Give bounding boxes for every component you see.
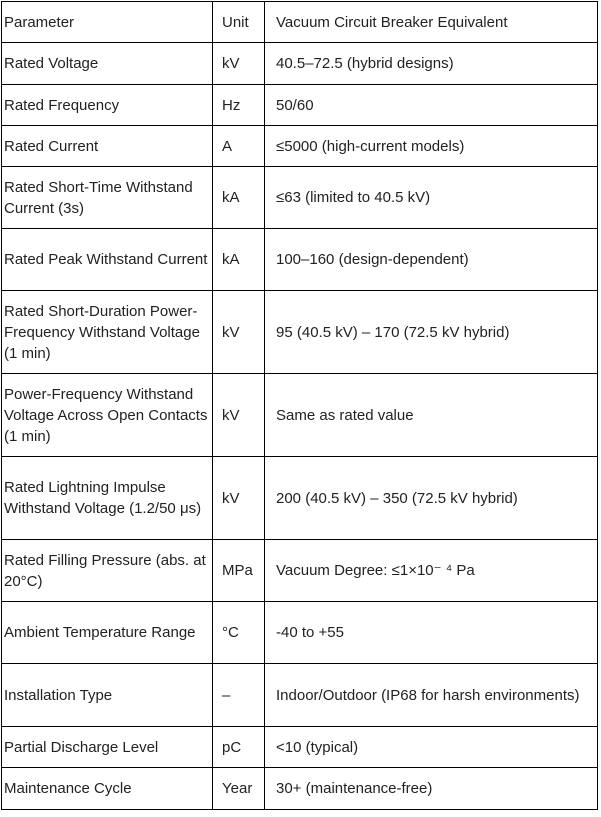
table-row: [2, 374, 598, 457]
spec-table-body: [2, 2, 598, 810]
table-row: [2, 540, 598, 602]
value-cell: 100–160 (design-dependent): [265, 229, 598, 291]
unit-cell: kV: [213, 374, 265, 457]
unit-cell: Year: [213, 768, 265, 810]
table-row: [2, 602, 598, 664]
table-row: [2, 664, 598, 727]
value-cell: -40 to +55: [265, 602, 598, 664]
value-cell: 95 (40.5 kV) – 170 (72.5 kV hybrid): [265, 291, 598, 374]
table-row: [2, 229, 598, 291]
parameter-cell: Rated Current: [2, 126, 213, 167]
parameter-cell: Partial Discharge Level: [2, 727, 213, 768]
parameter-cell: Rated Voltage: [2, 43, 213, 85]
unit-cell: kV: [213, 43, 265, 85]
unit-cell: kA: [213, 167, 265, 229]
unit-cell: pC: [213, 727, 265, 768]
header-parameter: Parameter: [2, 2, 213, 43]
unit-cell: kA: [213, 229, 265, 291]
table-row: [2, 727, 598, 768]
unit-cell: –: [213, 664, 265, 727]
value-cell: 40.5–72.5 (hybrid designs): [265, 43, 598, 85]
header-unit: Unit: [213, 2, 265, 43]
value-cell: Same as rated value: [265, 374, 598, 457]
parameter-cell: Power-Frequency Withstand Voltage Across Open Contacts (1 min): [2, 374, 213, 457]
parameter-cell: Rated Short-Duration Power-Frequency Withstand Voltage (1 min): [2, 291, 213, 374]
value-cell: ≤5000 (high-current models): [265, 126, 598, 167]
spec-table: [1, 1, 598, 810]
value-cell: Indoor/Outdoor (IP68 for harsh environments): [265, 664, 598, 727]
value-cell: 200 (40.5 kV) – 350 (72.5 kV hybrid): [265, 457, 598, 540]
unit-cell: Hz: [213, 85, 265, 126]
unit-cell: MPa: [213, 540, 265, 602]
value-cell: 30+ (maintenance-free): [265, 768, 598, 810]
parameter-cell: Maintenance Cycle: [2, 768, 213, 810]
value-cell: <10 (typical): [265, 727, 598, 768]
unit-cell: °C: [213, 602, 265, 664]
table-row: [2, 768, 598, 810]
unit-cell: kV: [213, 457, 265, 540]
parameter-cell: Rated Short-Time Withstand Current (3s): [2, 167, 213, 229]
parameter-cell: Rated Frequency: [2, 85, 213, 126]
unit-cell: A: [213, 126, 265, 167]
parameter-cell: Rated Filling Pressure (abs. at 20°C): [2, 540, 213, 602]
unit-cell: kV: [213, 291, 265, 374]
header-row: [2, 2, 598, 43]
parameter-cell: Ambient Temperature Range: [2, 602, 213, 664]
table-row: [2, 85, 598, 126]
table-row: [2, 291, 598, 374]
parameter-cell: Rated Lightning Impulse Withstand Voltage (1.2/50 μs): [2, 457, 213, 540]
parameter-cell: Installation Type: [2, 664, 213, 727]
table-row: [2, 43, 598, 85]
value-cell: ≤63 (limited to 40.5 kV): [265, 167, 598, 229]
header-value: Vacuum Circuit Breaker Equivalent: [265, 2, 598, 43]
table-row: [2, 457, 598, 540]
value-cell: Vacuum Degree: ≤1×10⁻ ⁴ Pa: [265, 540, 598, 602]
parameter-cell: Rated Peak Withstand Current: [2, 229, 213, 291]
table-row: [2, 167, 598, 229]
table-row: [2, 126, 598, 167]
value-cell: 50/60: [265, 85, 598, 126]
